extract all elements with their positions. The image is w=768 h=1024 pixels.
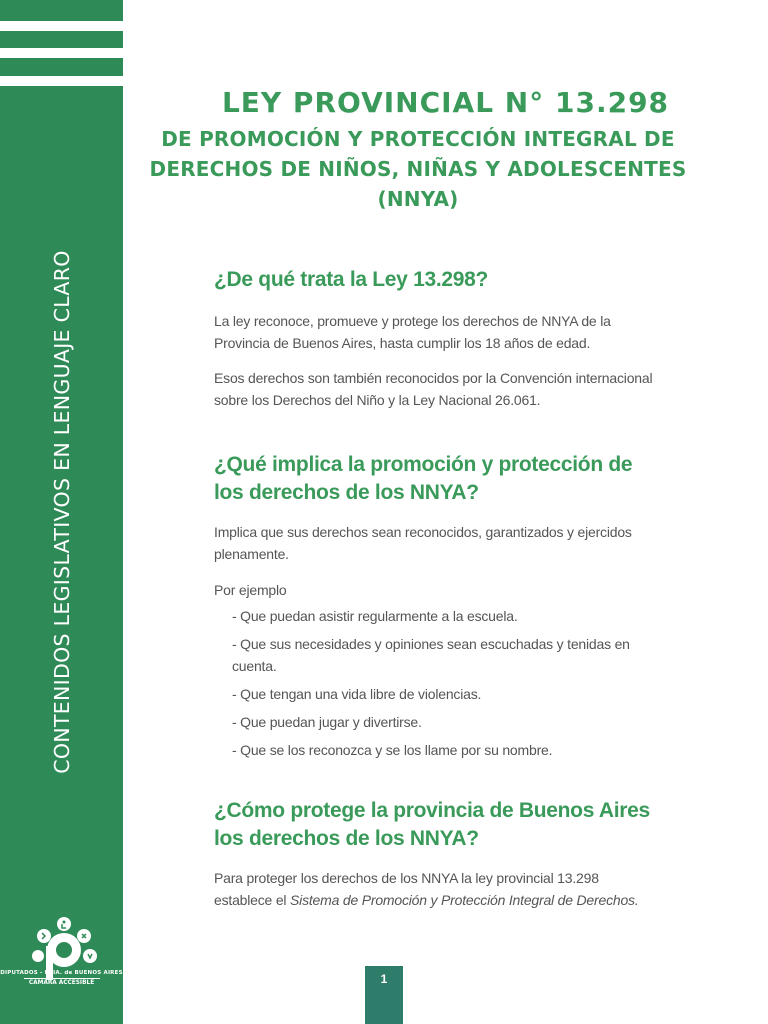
page-number: 1 — [365, 966, 403, 1024]
sidebar-stripe — [0, 48, 123, 58]
example-list — [214, 605, 654, 761]
main-content — [214, 266, 654, 911]
logo-text-line1: DIPUTADOS - PCIA. de BUENOS AIRES — [0, 970, 123, 976]
sidebar-stripe — [0, 76, 123, 86]
section-heading: ¿Cómo protege la provincia de Buenos Aires los derechos de los NNYA? — [214, 799, 650, 850]
list-item: - Que puedan jugar y divertirse. — [232, 714, 422, 730]
paragraph: La ley reconoce, promueve y protege los derechos de NNYA de la Provincia de Buenos Aires, hasta cumplir los 18 años de edad. — [214, 313, 611, 351]
logo-text-line2: CÁMARA ACCESIBLE — [28, 980, 95, 986]
paragraph: Esos derechos son también reconocidos por la Convención internacional sobre los Derechos del Niño y la Ley Nacional 26.061. — [214, 370, 653, 408]
section-heading: ¿De qué trata la Ley 13.298? — [214, 268, 489, 291]
system-name: Sistema de Promoción y Protección Integral de Derechos. — [290, 892, 639, 908]
list-item: - Que puedan asistir regularmente a la escuela. — [232, 608, 518, 624]
logo-divider — [24, 978, 100, 979]
section-heading: ¿Qué implica la promoción y protección de los derechos de los NNYA? — [214, 453, 633, 504]
list-item: - Que tengan una vida libre de violencias. — [232, 686, 482, 702]
page-title: LEY PROVINCIAL N° 13.298 — [221, 86, 670, 119]
sidebar-stripe — [0, 21, 123, 31]
sidebar — [0, 0, 123, 1024]
paragraph — [214, 867, 654, 911]
sidebar-vertical-title: CONTENIDOS LEGISLATIVOS EN LENGUAJE CLARO — [50, 250, 74, 774]
paragraph-text: Para proteger los derechos de los NNYA la ley provincial 13.298 establece el — [214, 870, 599, 908]
example-intro: Por ejemplo — [214, 582, 287, 598]
list-item: - Que se los reconozca y se los llame por su nombre. — [232, 742, 553, 758]
subtitle-line: DE PROMOCIÓN Y PROTECCIÓN INTEGRAL DE — [161, 127, 675, 151]
page-subtitle — [123, 124, 713, 214]
paragraph: Implica que sus derechos sean reconocidos, garantizados y ejercidos plenamente. — [214, 524, 632, 562]
list-item: - Que sus necesidades y opiniones sean escuchadas y tenidas en cuenta. — [232, 636, 630, 674]
subtitle-line: DERECHOS DE NIÑOS, NIÑAS Y ADOLESCENTES (NNYA) — [149, 157, 687, 211]
